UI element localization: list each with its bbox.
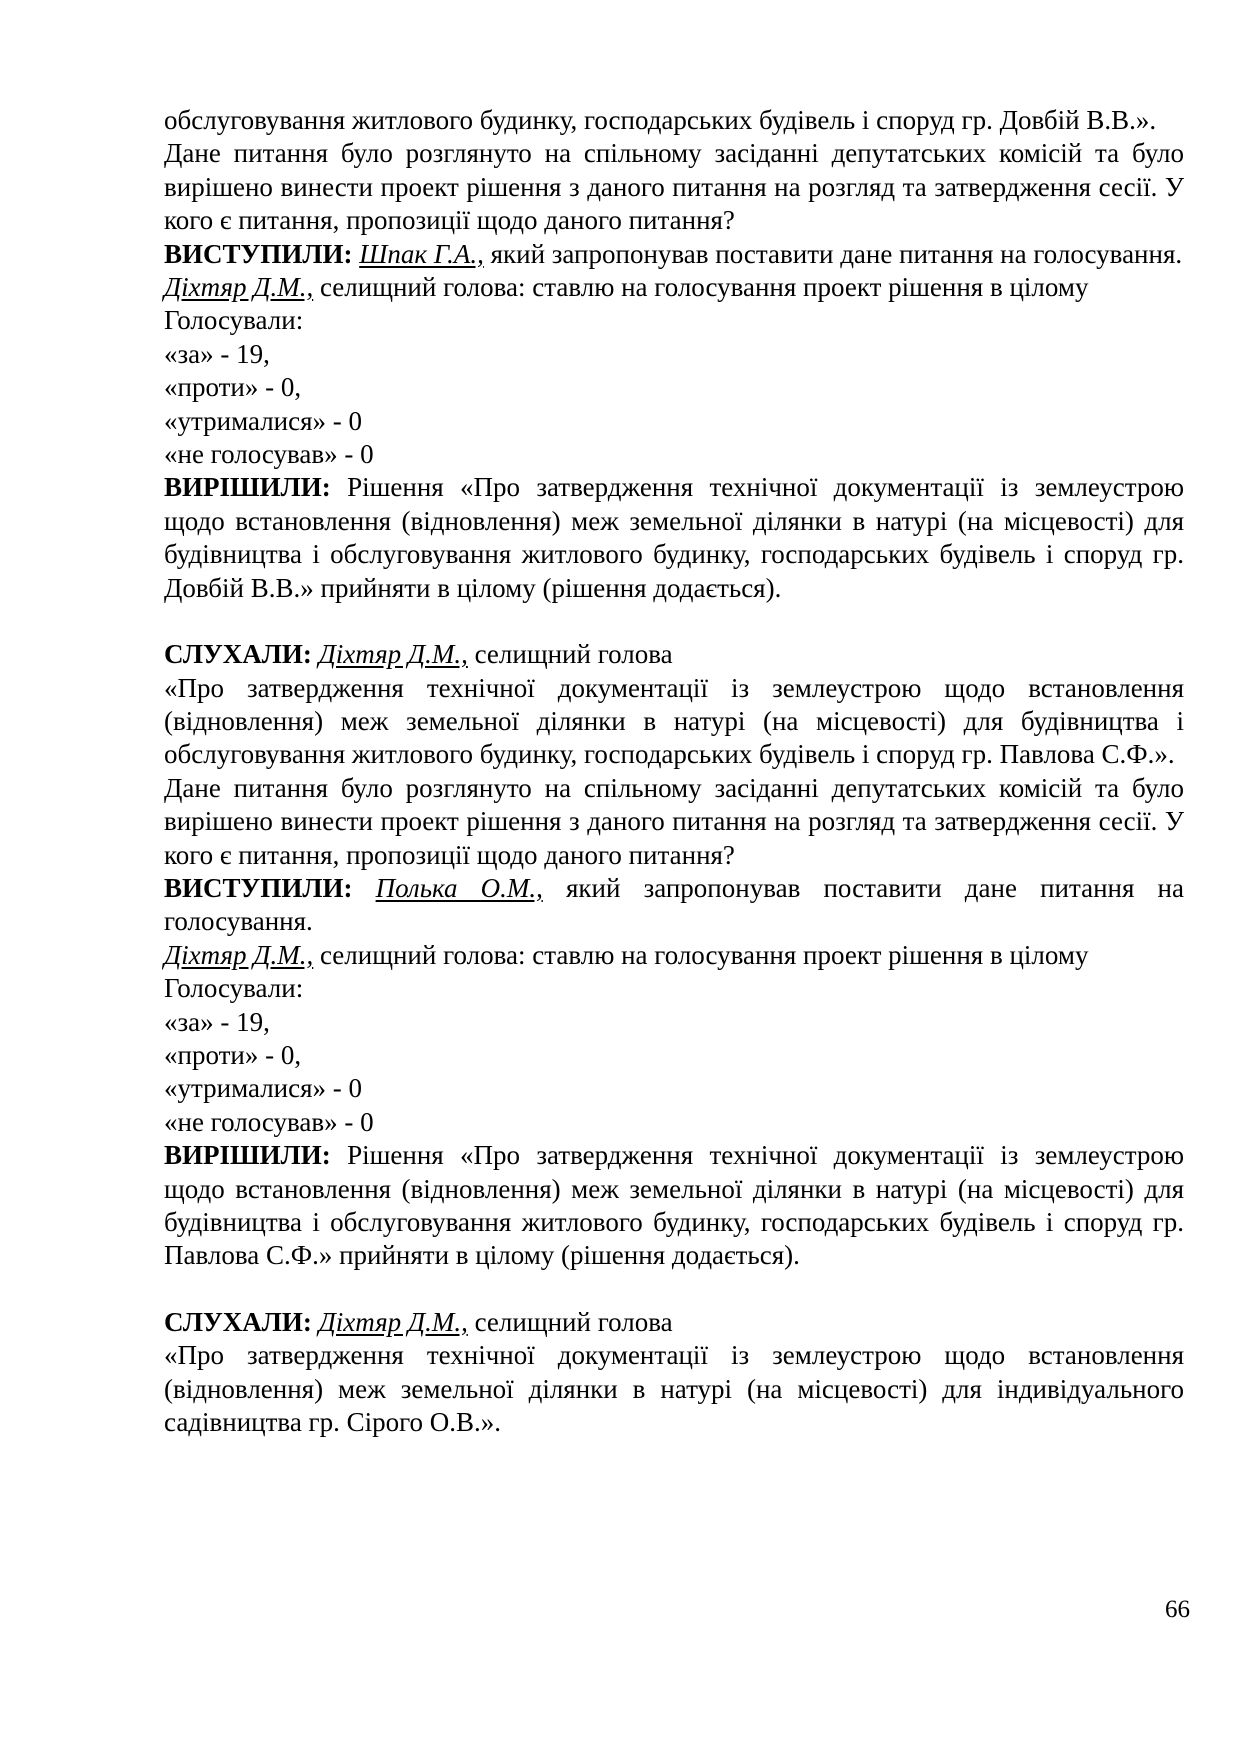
heard-role: селищний голова bbox=[467, 639, 673, 670]
section-gap bbox=[164, 1273, 1184, 1306]
block1-vote-for: «за» - 19, bbox=[164, 338, 270, 369]
block2-vote-for: «за» - 19, bbox=[164, 1006, 270, 1037]
speaker-name: Полька О.М., bbox=[375, 872, 543, 903]
block2-discussion: Дане питання було розглянуто на спільному засіданні депутатських комісій та було вирішено винести проект рішення з даного питання на розгляд та затвердження сесії. У кого є питання, пропозиції щодо даного питання? bbox=[164, 772, 1184, 870]
block1-discussion: Дане питання було розглянуто на спільному засіданні депутатських комісій та було вирішено винести проект рішення з даного питання на розгляд та затвердження сесії. У кого є питання, пропозиції щодо даного питання? bbox=[164, 138, 1184, 236]
block1-decision bbox=[164, 471, 1184, 605]
heard-label: СЛУХАЛИ: bbox=[164, 1306, 312, 1337]
block2-spoke bbox=[164, 872, 1184, 939]
block3-heard bbox=[164, 1306, 1184, 1339]
block2-topic: «Про затвердження технічної документації із землеустрою щодо встановлення (відновлення) меж земельної ділянки в натурі (на місцевості) для будівництва і обслуговування житлового будинку, господарських будівель і споруд гр. Павлова С.Ф.». bbox=[164, 672, 1184, 770]
block2-vote-against: «проти» - 0, bbox=[164, 1039, 302, 1070]
block2-head-statement bbox=[164, 939, 1184, 972]
block1-spoke bbox=[164, 238, 1184, 271]
block3-topic: «Про затвердження технічної документації із землеустрою щодо встановлення (відновлення) меж земельної ділянки в натурі (на місцевості) для індивідуального садівництва гр. Сірого О.В.». bbox=[164, 1340, 1184, 1438]
speaker-name: Шпак Г.А., bbox=[359, 238, 484, 269]
heard-name: Діхтяр Д.М., bbox=[318, 639, 468, 670]
block1-vote-abstained: «утрималися» - 0 bbox=[164, 405, 363, 436]
block1-vote-against: «проти» - 0, bbox=[164, 372, 302, 403]
decided-label: ВИРІШИЛИ: bbox=[164, 1140, 331, 1171]
decided-label: ВИРІШИЛИ: bbox=[164, 472, 331, 503]
block1-vote-not-voted: «не голосував» - 0 bbox=[164, 439, 374, 470]
decided-text: Рішення «Про затвердження технічної документації із землеустрою щодо встановлення (відновлення) меж земельної ділянки в натурі (на місцевості) для будівництва і обслуговування житлового будинку, господарських будівель і споруд гр. Довбій В.В.» прийняти в цілому (рішення додається). bbox=[164, 472, 1184, 603]
block1-intro: обслуговування житлового будинку, господарських будівель і споруд гр. Довбій В.В.». bbox=[164, 105, 1157, 135]
head-text: селищний голова: ставлю на голосування проект рішення в цілому bbox=[313, 939, 1089, 970]
document-body bbox=[164, 104, 1184, 1439]
block2-voted-label: Голосували: bbox=[164, 973, 304, 1004]
block1-voted-label: Голосували: bbox=[164, 305, 304, 336]
page-number: 66 bbox=[1165, 1596, 1190, 1623]
spoke-label: ВИСТУПИЛИ: bbox=[164, 872, 353, 903]
block2-vote-abstained: «утрималися» - 0 bbox=[164, 1073, 363, 1104]
head-name: Діхтяр Д.М., bbox=[164, 939, 314, 970]
heard-role: селищний голова bbox=[467, 1306, 673, 1337]
block1-head-statement bbox=[164, 271, 1184, 304]
spoke-label: ВИСТУПИЛИ: bbox=[164, 238, 353, 269]
spoke-text: який запропонував поставити дане питання на голосування. bbox=[164, 872, 1184, 937]
block2-heard bbox=[164, 638, 1184, 671]
spoke-text: який запропонував поставити дане питання на голосування. bbox=[483, 238, 1183, 269]
heard-label: СЛУХАЛИ: bbox=[164, 639, 312, 670]
block2-decision bbox=[164, 1139, 1184, 1273]
heard-name: Діхтяр Д.М., bbox=[318, 1306, 468, 1337]
section-gap bbox=[164, 605, 1184, 638]
block2-vote-not-voted: «не голосував» - 0 bbox=[164, 1106, 374, 1137]
decided-text: Рішення «Про затвердження технічної документації із землеустрою щодо встановлення (відновлення) меж земельної ділянки в натурі (на місцевості) для будівництва і обслуговування житлового будинку, господарських будівель і споруд гр. Павлова С.Ф.» прийняти в цілому (рішення додається). bbox=[164, 1140, 1184, 1271]
head-name: Діхтяр Д.М., bbox=[164, 272, 314, 303]
head-text: селищний голова: ставлю на голосування проект рішення в цілому bbox=[313, 272, 1089, 303]
